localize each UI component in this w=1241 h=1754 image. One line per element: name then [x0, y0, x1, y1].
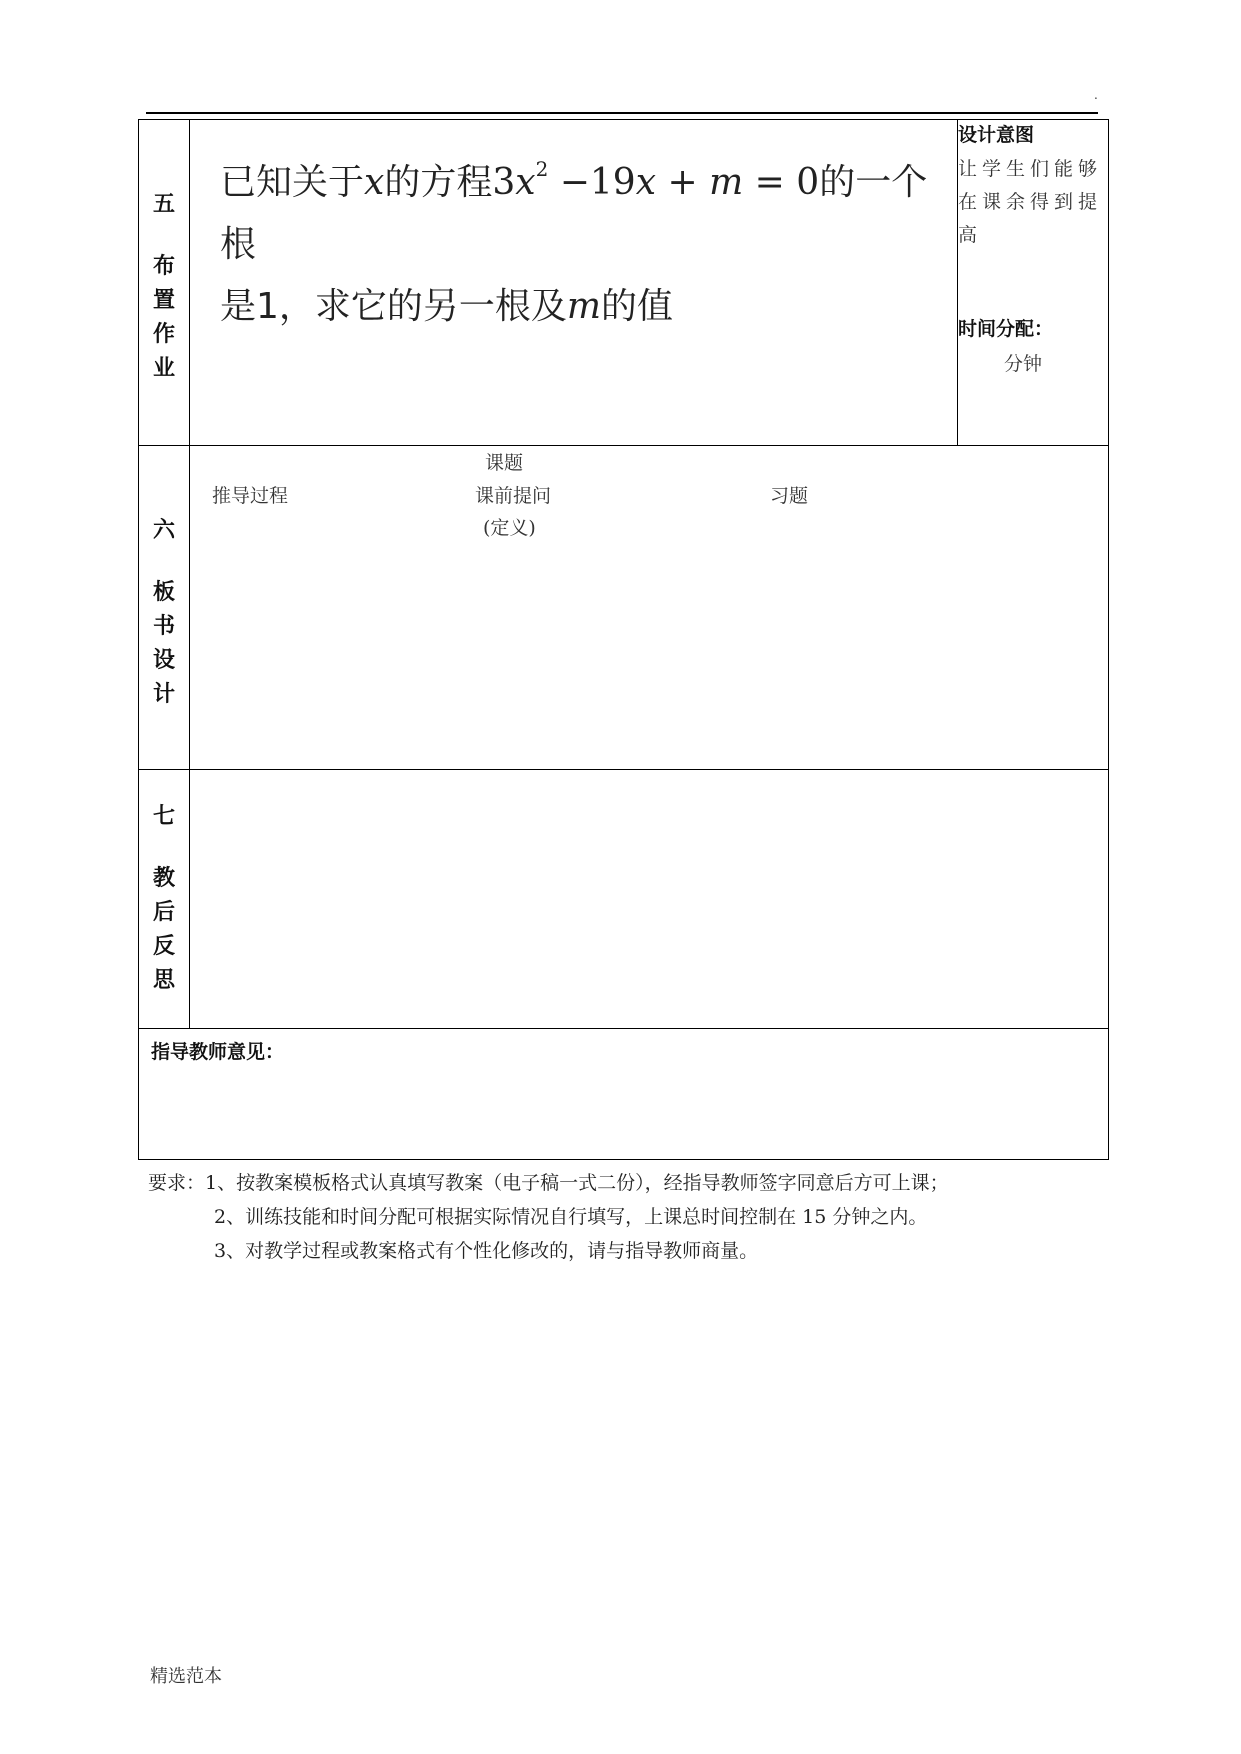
- time-allocation-title: 时间分配：: [958, 318, 1054, 340]
- homework-content-cell: [190, 120, 958, 446]
- section-label-char: 思: [152, 968, 175, 993]
- section-number: 五: [152, 192, 175, 217]
- section-reflection-row: [139, 770, 1109, 1029]
- footer-text: 精选范本: [150, 1666, 222, 1687]
- board-derivation: 推导过程: [212, 485, 289, 507]
- board-design-cell: [190, 446, 1109, 770]
- requirement-line: 要求：1、按教案模板格式认真填写教案（电子稿一式二份），经指导教师签字同意后方可上课；: [148, 1172, 949, 1194]
- section-homework-label-cell: [139, 120, 190, 446]
- section-label-char: 反: [152, 934, 175, 959]
- board-definition: (定义): [483, 517, 536, 539]
- section-label-char: 板: [152, 580, 175, 605]
- section-reflection-label-cell: [139, 770, 190, 1029]
- header-rule: [146, 112, 1098, 114]
- section-label-char: 书: [152, 614, 175, 639]
- header-mark: .: [1094, 88, 1098, 102]
- advisor-opinion-label: 指导教师意见：: [151, 1041, 285, 1063]
- section-label-char: 置: [152, 288, 175, 313]
- section-label-char: 布: [152, 254, 175, 279]
- section-label-char: 设: [152, 648, 175, 673]
- section-label-char: 计: [152, 682, 175, 707]
- design-intent-body: 让学生们能够在课余得到提高: [958, 158, 1103, 246]
- section-board-row: [139, 446, 1109, 770]
- advisor-opinion-cell: [139, 1029, 1109, 1160]
- section-number: 六: [152, 518, 175, 543]
- board-topic: 课题: [485, 452, 524, 474]
- section-homework-row: [139, 120, 1109, 446]
- homework-problem: 已知关于x的方程$3x^2 -19x + m = 0$的一个根 是1，求它的另一根及m的值: [220, 157, 928, 327]
- board-exercise: 习题: [770, 485, 809, 507]
- board-pre-question: 课前提问: [475, 485, 552, 507]
- lesson-plan-table: [138, 119, 1109, 1160]
- reflection-content-cell: [190, 770, 1109, 1029]
- requirement-line: 3、对教学过程或教案格式有个性化修改的，请与指导教师商量。: [214, 1240, 759, 1262]
- section-number: 七: [152, 804, 175, 829]
- section-label-char: 后: [152, 900, 175, 925]
- requirement-line: 2、训练技能和时间分配可根据实际情况自行填写，上课总时间控制在 15 分钟之内。: [214, 1206, 928, 1228]
- section-label-char: 业: [152, 356, 175, 381]
- section-label-char: 教: [152, 866, 175, 891]
- design-intent-title: 设计意图: [958, 124, 1035, 146]
- time-allocation-body: 分钟: [1004, 353, 1043, 375]
- design-intent-cell: [958, 120, 1109, 446]
- section-label-char: 作: [152, 322, 175, 347]
- advisor-opinion-row: [139, 1029, 1109, 1160]
- section-board-label-cell: [139, 446, 190, 770]
- requirements-notes: [148, 1166, 949, 1268]
